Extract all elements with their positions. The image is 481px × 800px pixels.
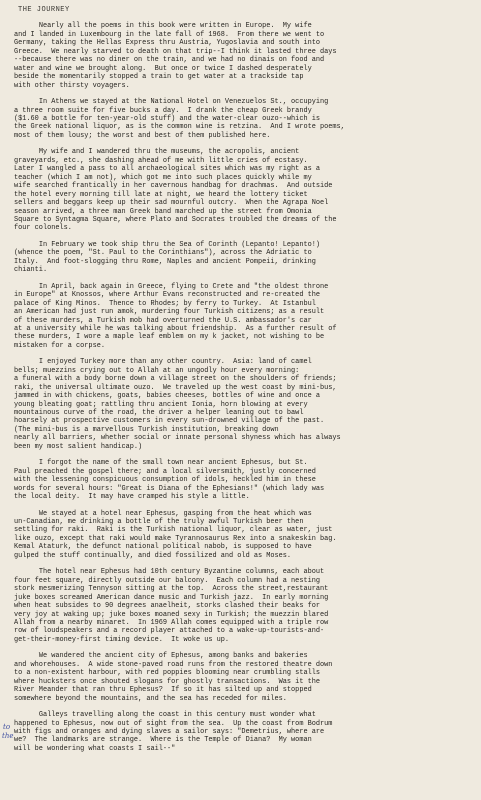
paragraph: We wandered the ancient city of Ephesus, among banks and bakeries and whorehouses. A wide stone-paved road runs from the restored theatre down to a non-existent harbour, with red poppies blooming near crumbling stalls where hucksters once shouted slogans for ghostly transactions. Was it the River Meander that ran thru Ephesus? If so it has silted up and stopped somewhere beyond the mountains, and the sea has receded for miles. xyxy=(14,652,333,703)
paragraph: In February we took ship thru the Sea of Corinth (Lepanto! Lepanto!) (whence the poem, "St. Paul to the Corinthians"), across the Adriatic to Italy. And foot-slogging thru Rome, Naples and ancient Pompeii, drinking chianti. xyxy=(14,240,320,275)
paragraph: In April, back again in Greece, flying to Crete and "the oldest throne in Europe" at Knossos, where Arthur Evans reconstructed and re-created the palace of King Minos. Thence to Rhodes; by ferry to Turkey. At Istanbul an American had just run amok, murdering four Turkish citizens; as a result of these murders, a Turkish mob had overturned the U.S. ambassador's car at a university while he was talking about friendship. As a further result of these murders, I wore a maple leaf emblem on my k jacket, not wishing to be mistaken for a corpse. xyxy=(14,282,337,350)
paragraph: In Athens we stayed at the National Hotel on Venezuelos St., occupying a three room suite for five bucks a day. I drank the cheap Greek brandy ($1.60 a bottle for ten-year-old stuff) and the water-clear ouzo--which is the Greek national liquor, as is the common wine is retzina. And I wrote poems, most of them lousy; the worst and best of them published here. xyxy=(14,98,345,140)
paragraph: The hotel near Ephesus had 10th century Byzantine columns, each about four feet square, directly outside our balcony. Each column had a nesting stork mesmerizing Tennyson sitting at the top. Across the street,restaurant juke boxes screamed American dance music and Turkish jazz. In early morning when heat subsides to 90 degrees anaelheit, storks clashed their beaks for very joy at waking up; juke boxes moaned sexy in Turkish; the muezzin blared Allah from a nearby minaret. In 1969 Allah comes equipped with a triple row row of loudspeakers and a record player attached to a wake-up-tourists-and- get-their-money-first timing device. It woke us up. xyxy=(14,568,329,644)
paragraph: We stayed at a hotel near Ephesus, gasping from the heat which was un-Canadian, me drinking a bottle of the truly awful Turkish beer then settling for raki. Raki is the Turkish national liquor, clear as water, just like ouzo, except that raki would make Tyrannosaurus Rex into a snakeskin bag. Kemal Ataturk, the defunct national political nabob, is supposed to have gulped the stuff continually, and died fossilized and old as Moses. xyxy=(14,509,337,560)
paragraph: I enjoyed Turkey more than any other country. Asia: land of camel bells; muezzins crying out to Allah at an ungodly hour every morning: a funeral with a body borne down a village street on the shoulders of friends; raki, the universal ultimate ouzo. We traveled up the west coast by mini-bus, jammed in with chickens, goats, babies cheeses, bottles of wine and once a young bleating goat; rattling thru ancient Ionia, horn blowing at every mountainous curve of the road, the driver a helper leaning out to bawl hoarsely at prospective customers in every sun-drowned village of the past. (The mini-bus is a marvellous Turkish institution, breaking down nearly all barriers, whether social or innate personal shyness which has always been my most salient handicap.) xyxy=(14,358,341,451)
paragraph: My wife and I wandered thru the museums, the acropolis, ancient graveyards, etc., she dashing ahead of me with little cries of ecstasy. Later I wangled a pass to all archaeological sites which was my right as a teacher (which I am not), which got me into such places quickly while my wife searched frantically in her cavernous handbag for drachmas. And outside the hotel every morning till late at night, we heard the lottery ticket sellers and beggars keep up their sad mournful outcry. When the Agrapa Noel season arrived, a three man Greek band marched up the street from Omonia Square to Syntagma Square, where Plato and Socrates troubled the dreams of the four colonels. xyxy=(14,148,337,233)
paragraph: I forgot the name of the small town near ancient Ephesus, but St. Paul preached the gospel there; and a local silversmith, justly concerned with the lessening conspicuous consumption of idols, heckled him in these words for several hours: "Great is Diana of the Ephesians!" (which lady was the local deity. It may have cramped his style a little. xyxy=(14,459,325,502)
page-title: THE JOURNEY xyxy=(18,6,70,14)
paragraph: Nearly all the poems in this book were written in Europe. My wife and I landed in Luxembourg in the late fall of 1968. From there we went to Germany, taking the Hellas Express thru Austria, Yugoslavia and south into Greece. We nearly starved to death on that trip--I think it lasted three days --because there was no diner on the train, and we had no dinais on food and water and wine we brought along. But once or twice I dashed desperately beside the momentarily stopped a train to get water at a trackside tap with other thirsty voyagers. xyxy=(14,22,337,90)
handwritten-margin-note: to xyxy=(3,723,11,731)
handwritten-margin-note: the xyxy=(2,732,14,740)
paragraph: Galleys travelling along the coast in this century must wonder what happened to Ephesus, now out of sight from the sea. Up the coast from Bodrum with figs and oranges and dying slaves a sailor says: "Demetrius, where are we? The landmarks are strange. Where is the Temple of Diana? My woman will be wondering what coasts I sail--" xyxy=(14,711,333,753)
body-text xyxy=(14,22,465,753)
